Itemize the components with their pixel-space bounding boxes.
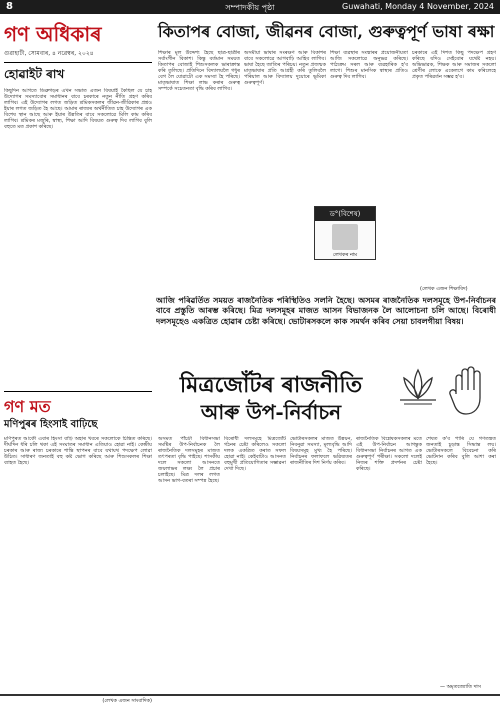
feature-headline-2: আৰু উপ-নিৰ্বাচন <box>200 400 342 424</box>
article-column-3: শিক্ষা ব্যৱস্থাৰ সংস্কাৰৰ প্ৰয়োজনীয়তা আজি সকলোৱে অনুভৱ কৰিছে। পাঠ্যক্ৰম সৰল আৰু ব্যৱহাৰিক হ'ব লাগে। শিশুৰ মানসিক স্বাস্থ্যৰ প্ৰতিও গুৰুত্ব দিব লাগিব। <box>330 50 408 80</box>
author-name: লেখকৰ নাম <box>332 252 358 258</box>
issue-date: Guwahati, Monday 4 November, 2024 <box>342 2 494 11</box>
opinion-body: মণিপুৰত আকৌ এবাৰ হিংসা বাঢ়ি অহাৰ খবৰে সকলোকে চিন্তিত কৰিছে। দীৰ্ঘদিন ধৰি চলি থকা এই সংঘাতৰ সমাধান এতিয়াও হোৱা নাই। কেন্দ্ৰীয় চৰকাৰ আৰু ৰাজ্য চৰকাৰে শান্তি স্থাপনৰ বাবে যথাযথ পদক্ষেপ লোৱা উচিত। সাধাৰণ জনতাই বহু কষ্ট ভোগ কৰিছে আৰু শিশুসকলৰ শিক্ষা ব্যাহত হৈছে। <box>4 436 152 466</box>
author-photo <box>332 224 358 250</box>
masthead-subline: গুৱাহাটী, সোমবাৰ, ৪ নৱেম্বৰ, ২০২৪ <box>4 50 94 57</box>
feature-column-1: অসমত পাঁচটা বিধানসভা সমষ্টিৰ উপ-নিৰ্বাচনক লৈ ৰাজনৈতিক দলসমূহৰ মাজত তৎপৰতা বৃদ্ধি পাইছে। শাসকীয় দলে সকলো আসনতে জয়লাভৰ লক্ষ্য লৈ প্ৰচাৰ চলাইছে। মিত্ৰ দলৰ লগত আসন ভাগ-বতৰা সম্পন্ন হৈছে। <box>158 436 220 484</box>
masthead <box>4 16 152 63</box>
opinion-signature: (লেখক এজন সাংবাদিক) <box>102 698 152 704</box>
author-box-title: ড°(বিশেষ) <box>315 207 375 221</box>
page-header-bar <box>0 0 500 14</box>
feature-column-3: ভোটাৰসকলৰ মাজত উন্নয়ন, নিবনুৱা সমস্যা, মূল্যবৃদ্ধি আদি বিষয়সমূহ মুখ্য হৈ পৰিছে। নিৰ্বাচনৰ ফলাফলে ভৱিষ্যতৰ ৰাজনীতিৰ দিশ নিৰ্ণয় কৰিব। <box>290 436 352 466</box>
feature-intro: আজি পৰিৱৰ্তিত সময়ত ৰাজনৈতিক পৰিস্থিতিও সলনি হৈছে। অসমৰ ৰাজনৈতিক দলসমূহে উপ-নিৰ্বাচনৰ বাবে প্ৰস্তুতি আৰম্ভ কৰিছে। মিত্ৰ দলসমূহৰ মাজত আসন বিভাজনক লৈ আলোচনা চলি আছে। বিৰোধী দলসমূহেও একত্ৰিত হোৱাৰ চেষ্টা কৰিছে। ভোটাৰসকলে কাক সমৰ্থন কৰিব সেয়া চাবলগীয়া বিষয়। <box>156 296 496 326</box>
hand-symbol-icon <box>446 364 492 420</box>
feature-header <box>156 364 496 434</box>
masthead-logo: গণ অধিকাৰ <box>4 22 102 46</box>
opinion-title: মণিপুৰৰ হিংসাই বাঢ়িছে <box>4 419 98 430</box>
lotus-symbol-icon <box>396 364 440 408</box>
feature-headline-1: মিত্ৰজোঁটৰ ৰাজনীতি <box>179 372 363 398</box>
opinion-logo: গণ মত <box>4 397 51 416</box>
section-title: সম্পাদকীয় পৃষ্ঠা <box>225 3 275 12</box>
article-signature: (লেখক এজন শিক্ষাবিদ) <box>420 286 468 292</box>
opinion-masthead <box>4 391 152 414</box>
left-column <box>4 16 152 704</box>
author-box <box>314 206 376 260</box>
feature-column-2: বিৰোধী দলসমূহে মিত্ৰজোঁট গঠনৰ চেষ্টা কৰিলেও সকলো দলক একত্ৰিত কৰাত সফল হোৱা নাই। কেইবাটাও আসনত বহুমুখী প্ৰতিযোগিতাৰ সম্ভাৱনা দেখা দিছে। <box>224 436 286 472</box>
article-column-1: শিক্ষাৰ মূল উদ্দেশ্য হৈছে ছাত্ৰ-ছাত্ৰীৰ সৰ্বাংগীন বিকাশ। কিন্তু বৰ্তমান সময়ত কিতাপৰ বোজাই শিশুসকলক ভাৰাক্ৰান্ত কৰি তুলিছে। প্ৰতিদিনে বিদ্যালয়লৈ গধুৰ বেগ লৈ যোৱাটো এক সমস্যা হৈ পৰিছে। মাতৃভাষাত শিক্ষা লাভ কৰাৰ গুৰুত্ব সম্পৰ্কে সচেতনতা বৃদ্ধি কৰিব লাগিব। <box>158 50 240 92</box>
page-number: 8 <box>6 1 13 12</box>
main-headline: কিতাপৰ বোজা, জীৱনৰ বোজা, গুৰুত্বপূৰ্ণ ভাষা ৰক্ষা <box>158 22 495 41</box>
footer-rule <box>0 694 500 696</box>
feature-column-4: ৰাজনৈতিক বিশ্লেষকসকলৰ মতে এই উপ-নিৰ্বাচন আগন্তুক বিধানসভা নিৰ্বাচনৰ আগত এক গুৰুত্বপূৰ্ণ পৰীক্ষা। সকলো দলেই নিজৰ শক্তি প্ৰদৰ্শনৰ চেষ্টা কৰিছে। <box>356 436 422 472</box>
feature-signature: — অমৃতজ্যোতি দাস <box>440 684 481 690</box>
feature-column-5: শেষত ক'ব পাৰি যে গণতন্ত্ৰত জনতাই চূড়ান্ত সিদ্ধান্ত লয়। ভোটাৰসকলে বিবেচনা কৰি ভোটদান কৰিব বুলি আশা কৰা হৈছে। <box>426 436 496 466</box>
article-column-4: চৰকাৰে এই দিশত কিছু পদক্ষেপ গ্ৰহণ কৰিছে যদিও সেইবোৰ যথেষ্ট নহয়। অভিভাৱক, শিক্ষক আৰু সমাজৰ সকলো শ্ৰেণীৰ লোকে একেলগে কাম কৰিলেহে প্ৰকৃত পৰিৱৰ্তন সম্ভৱ হ'ব। <box>412 50 496 80</box>
editorial-title: হোৱাইট ৰাখ <box>4 67 65 81</box>
article-column-2: অসমীয়া ভাষাৰ সংৰক্ষণ আৰু বিকাশৰ বাবে সকলোৱে আগবাঢ়ি আহিব লাগিব। ভাষা হৈছে জাতিৰ পৰিচয়। নতুন প্ৰজন্মক মাতৃভাষাৰ প্ৰতি আগ্ৰহী কৰি তুলিবলৈ পৰিয়াল আৰু বিদ্যালয় দুয়োৰে ভূমিকা গুৰুত্বপূৰ্ণ। <box>244 50 326 86</box>
editorial-body: কিছুদিন আগতে ডিব্ৰুগড়ৰ এখন সভাত এজন বিষয়াই কৈছিল যে চাহ উদ্যোগৰ সমস্যাবোৰ সমাধানৰ বাবে চৰকাৰে নতুন নীতি গ্ৰহণ কৰিব লাগিব। এই উদ্যোগৰ লগত জড়িত শ্ৰমিকসকলৰ জীৱন-জীৱিকাৰ প্ৰশ্নও ইয়াৰ লগত জড়িত হৈ আছে। আমাৰ ৰাজ্যৰ অৰ্থনীতিত চাহ উদ্যোগৰ এক বিশেষ স্থান আছে আৰু ইয়াৰ উন্নতিৰ বাবে সকলোৱে মিলি কাম কৰিব লাগিব। শ্ৰমিকৰ মজুৰি, স্বাস্থ্য, শিক্ষা আদি বিষয়ত গুৰুত্ব দিব লাগিব বুলি বহুতে মত প্ৰকাশ কৰিছে। <box>4 88 152 130</box>
